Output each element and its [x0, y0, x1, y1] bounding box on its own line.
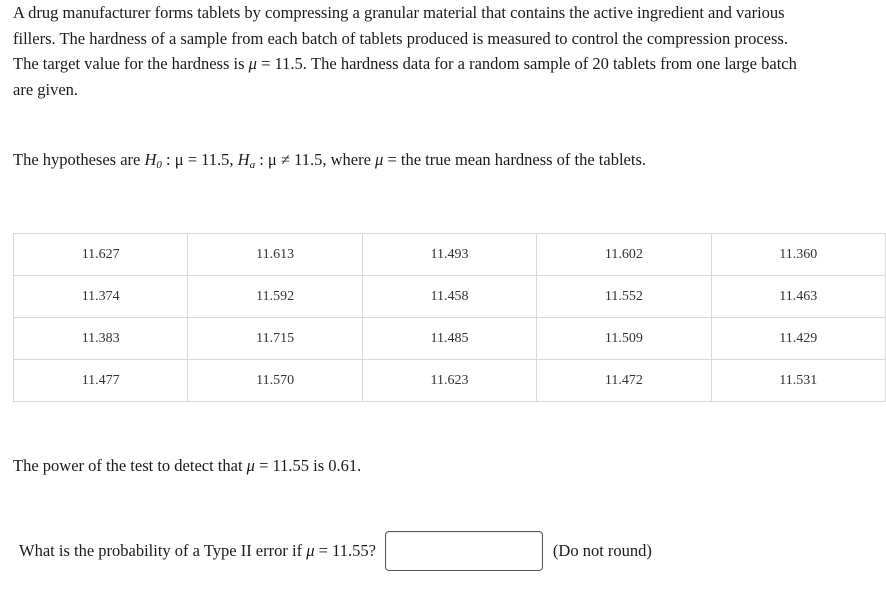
ha-symbol: H [237, 150, 250, 169]
mu-symbol: μ [246, 456, 255, 475]
question-prefix: What is the probability of a Type II error if [19, 541, 307, 560]
answer-input[interactable] [385, 531, 543, 571]
data-table [13, 233, 886, 402]
table-cell: 11.463 [711, 276, 885, 318]
power-prefix: The power of the test to detect that [13, 456, 247, 475]
table-row [14, 234, 886, 276]
question-row [19, 530, 652, 572]
table-cell: 11.383 [14, 318, 188, 360]
table-cell: 11.360 [711, 234, 885, 276]
rounding-note: (Do not round) [552, 541, 652, 560]
table-cell: 11.592 [188, 276, 362, 318]
question-suffix: = 11.55? [314, 541, 376, 560]
power-suffix: = 11.55 is 0.61. [254, 456, 362, 475]
intro-line-1: A drug manufacturer forms tablets by compressing a granular material that contains the active ingredient and various [13, 3, 785, 22]
hypotheses-statement [13, 147, 879, 178]
table-cell: 11.429 [711, 318, 885, 360]
table-cell: 11.458 [362, 276, 536, 318]
intro-line-3 [13, 51, 879, 77]
hardness-data-table [13, 233, 886, 402]
table-cell: 11.552 [537, 276, 711, 318]
question-text [19, 541, 376, 561]
table-row [14, 276, 886, 318]
table-cell: 11.602 [537, 234, 711, 276]
intro-line-3-rest: = 11.5. The hardness data for a random sample of 20 tablets from one large batch [256, 54, 797, 73]
table-cell: 11.531 [711, 360, 885, 402]
table-cell: 11.613 [188, 234, 362, 276]
ha-statement: : μ ≠ 11.5, where [255, 150, 376, 169]
ha-subscript: a [249, 159, 256, 171]
table-cell: 11.477 [14, 360, 188, 402]
h0-statement: : μ = 11.5, [161, 150, 238, 169]
table-cell: 11.485 [362, 318, 536, 360]
table-row [14, 360, 886, 402]
h0-symbol: H [144, 150, 157, 169]
table-cell: 11.472 [537, 360, 711, 402]
h0-subscript: 0 [156, 159, 162, 171]
mu-symbol: μ [306, 541, 315, 560]
table-row [14, 318, 886, 360]
intro-line-4: are given. [13, 79, 79, 99]
intro-line-2: fillers. The hardness of a sample from each batch of tablets produced is measured to control the compression process. [13, 28, 788, 48]
mu-symbol: μ [248, 54, 257, 73]
problem-statement [13, 0, 879, 102]
table-cell: 11.715 [188, 318, 362, 360]
power-statement [13, 453, 361, 478]
table-cell: 11.493 [362, 234, 536, 276]
table-cell: 11.509 [537, 318, 711, 360]
hypotheses-suffix: = the true mean hardness of the tablets. [383, 150, 647, 169]
mu-symbol: μ [375, 150, 384, 169]
hypotheses-prefix: The hypotheses are [13, 150, 145, 169]
table-cell: 11.627 [14, 234, 188, 276]
table-cell: 11.623 [362, 360, 536, 402]
table-cell: 11.570 [188, 360, 362, 402]
table-cell: 11.374 [14, 276, 188, 318]
intro-line-3-text: The target value for the hardness is [13, 54, 245, 73]
